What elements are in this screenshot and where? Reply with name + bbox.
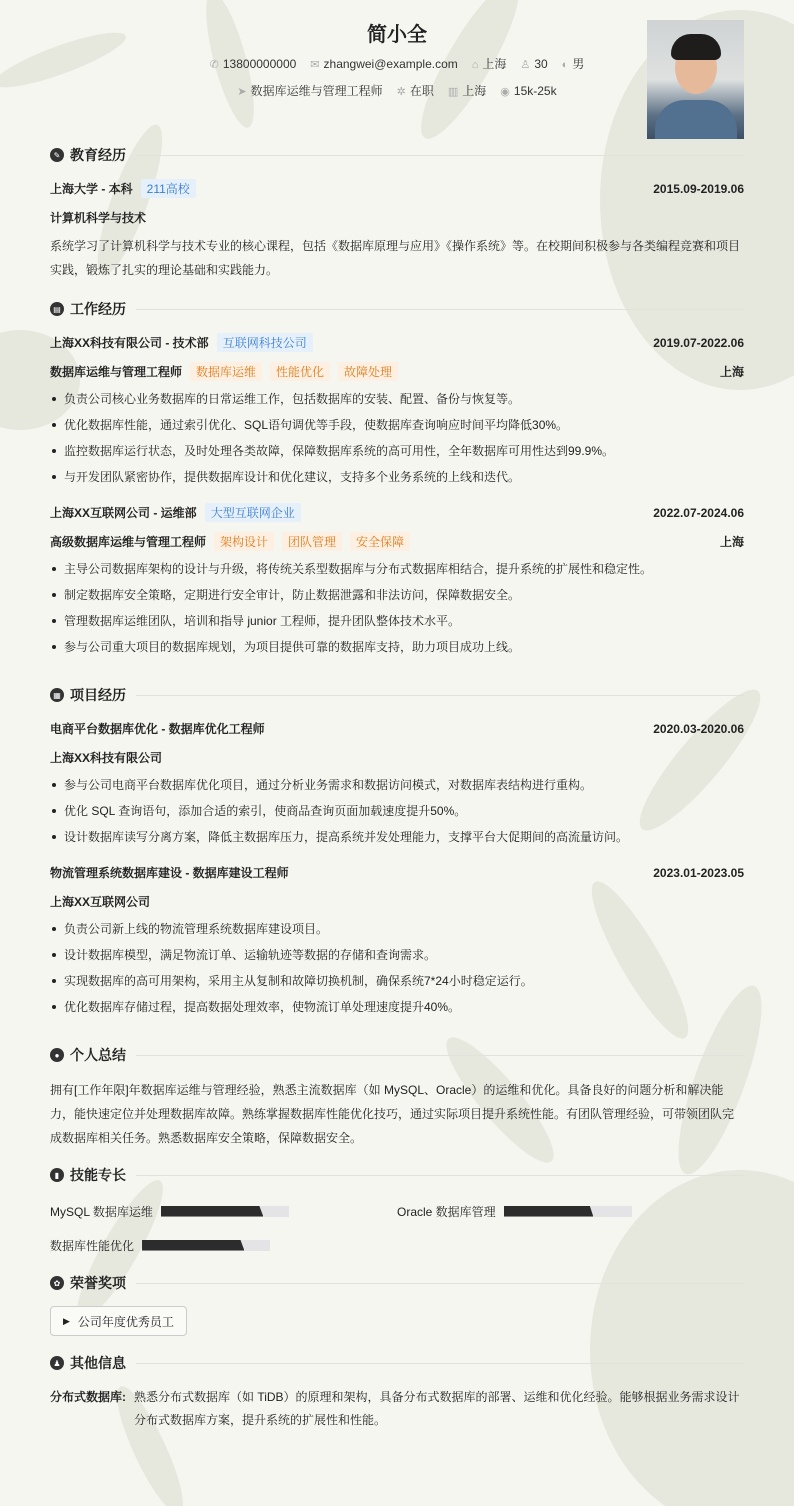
company: 上海XX互联网公司 - 运维部 bbox=[50, 506, 197, 520]
company-tag: 大型互联网企业 bbox=[205, 503, 301, 522]
skill-tag: 数据库运维 bbox=[190, 362, 262, 381]
phone: 13800000000 bbox=[222, 56, 297, 71]
skill-tag: 性能优化 bbox=[270, 362, 330, 381]
company-tag: 互联网科技公司 bbox=[217, 333, 313, 352]
project-entry bbox=[50, 714, 744, 850]
bullet-item: 参与公司重大项目的数据库规划，为项目提供可靠的数据库支持，助力项目成功上线。 bbox=[50, 634, 744, 660]
skill-name: MySQL 数据库运维 bbox=[50, 1204, 153, 1219]
home-icon: ⌂ bbox=[471, 59, 479, 71]
work-entry bbox=[50, 498, 744, 660]
bullet-item: 主导公司数据库架构的设计与升级，将传统关系型数据库与分布式数据库相结合，提升系统的扩展性和稳定性。 bbox=[50, 556, 744, 582]
job-row bbox=[50, 77, 744, 104]
bullet-item: 制定数据库安全策略，定期进行安全审计，防止数据泄露和非法访问，保障数据安全。 bbox=[50, 582, 744, 608]
bullet-item: 设计数据库读写分离方案，降低主数据库压力，提高系统并发处理能力，支撑平台大促期间的高流量访问。 bbox=[50, 824, 744, 850]
skill-item bbox=[50, 1228, 397, 1262]
work-date: 2022.07-2024.06 bbox=[653, 505, 744, 520]
user-icon: ● bbox=[50, 1048, 64, 1062]
graduation-cap-icon: ✎ bbox=[50, 148, 64, 162]
skill-name: Oracle 数据库管理 bbox=[397, 1204, 496, 1219]
target-city: 上海 bbox=[462, 84, 487, 98]
gear-icon: ✲ bbox=[396, 86, 406, 98]
section-title: 教育经历 bbox=[70, 147, 126, 163]
bullet-item: 优化数据库存储过程，提高数据处理效率，使物流订单处理速度提升40%。 bbox=[50, 994, 744, 1020]
chart-icon: ▮ bbox=[50, 1168, 64, 1182]
section-other bbox=[50, 1350, 744, 1376]
project-date: 2020.03-2020.06 bbox=[653, 721, 744, 736]
skill-tag: 架构设计 bbox=[214, 532, 274, 551]
mail-icon: ✉ bbox=[310, 58, 320, 71]
work-city: 上海 bbox=[719, 535, 744, 549]
bullet-item: 优化数据库性能，通过索引优化、SQL语句调优等手段，使数据库查询响应时间平均降低30%。 bbox=[50, 412, 744, 438]
age: 30 bbox=[534, 56, 548, 71]
work-date: 2019.07-2022.06 bbox=[653, 335, 744, 350]
section-title: 荣誉奖项 bbox=[70, 1275, 126, 1291]
skill-bar bbox=[142, 1240, 270, 1251]
company: 上海XX科技有限公司 - 技术部 bbox=[50, 336, 209, 350]
skill-item bbox=[50, 1194, 397, 1228]
section-title: 个人总结 bbox=[70, 1047, 126, 1063]
project-entry bbox=[50, 858, 744, 1020]
building-icon: ▥ bbox=[447, 86, 459, 98]
bullet-item: 负责公司核心业务数据库的日常运维工作，包括数据库的安装、配置、备份与恢复等。 bbox=[50, 386, 744, 412]
project-title: 电商平台数据库优化 - 数据库优化工程师 bbox=[50, 722, 265, 736]
candidate-name: 简小全 bbox=[367, 24, 427, 46]
skill-bar bbox=[504, 1206, 632, 1217]
gender-icon: ◐ bbox=[561, 59, 569, 71]
location: 上海 bbox=[482, 57, 507, 71]
section-title: 工作经历 bbox=[70, 301, 126, 317]
other-text: 熟悉分布式数据库（如 TiDB）的原理和架构，具备分布式数据库的部署、运维和优化经验。能够根据业务需求设计分布式数据库方案，提升系统的扩展性和性能。 bbox=[134, 1390, 740, 1427]
phone-icon: ✆ bbox=[209, 58, 219, 71]
briefcase-icon: ▤ bbox=[50, 302, 64, 316]
bullet-item: 参与公司电商平台数据库优化项目，通过分析业务需求和数据访问模式，对数据库表结构进行重构。 bbox=[50, 772, 744, 798]
skill-name: 数据库性能优化 bbox=[50, 1238, 135, 1253]
award-label: 公司年度优秀员工 bbox=[77, 1314, 174, 1329]
target-job: 数据库运维与管理工程师 bbox=[250, 84, 383, 98]
skill-bar-fill bbox=[161, 1206, 263, 1217]
school-tag: 211高校 bbox=[141, 179, 196, 198]
bullet-item: 管理数据库运维团队，培训和指导 junior 工程师，提升团队整体技术水平。 bbox=[50, 608, 744, 634]
send-icon: ➤ bbox=[237, 86, 247, 98]
bullet-item: 负责公司新上线的物流管理系统数据库建设项目。 bbox=[50, 916, 744, 942]
section-projects bbox=[50, 682, 744, 708]
summary-text: 拥有[工作年限]年数据库运维与管理经验，熟悉主流数据库（如 MySQL、Oracle）的运维和优化。具备良好的问题分析和解决能力，能快速定位并处理数据库故障。熟练掌握数据库性能优化技巧，通过实际项目提升系统性能。有团队管理经验，可带领团队完成数据库相关任务。熟悉数据库安全策略，保障数据安全。 bbox=[50, 1083, 735, 1145]
work-entry bbox=[50, 328, 744, 490]
award-icon: ✿ bbox=[50, 1276, 64, 1290]
bullet-item: 优化 SQL 查询语句，添加合适的索引，使商品查询页面加载速度提升50%。 bbox=[50, 798, 744, 824]
salary-icon: ◉ bbox=[500, 85, 510, 98]
skill-tag: 故障处理 bbox=[338, 362, 398, 381]
section-awards bbox=[50, 1270, 744, 1296]
role: 数据库运维与管理工程师 bbox=[50, 365, 183, 379]
skill-bar-fill bbox=[504, 1206, 594, 1217]
other-label: 分布式数据库: bbox=[50, 1390, 126, 1404]
skill-tag: 安全保障 bbox=[350, 532, 410, 551]
avatar bbox=[647, 20, 744, 139]
email: zhangwei@example.com bbox=[323, 56, 458, 71]
section-title: 技能专长 bbox=[70, 1167, 126, 1183]
section-title: 项目经历 bbox=[70, 687, 126, 703]
triangle-icon: ▶ bbox=[63, 1315, 70, 1326]
age-icon: ♙ bbox=[520, 58, 531, 71]
school: 上海大学 - 本科 bbox=[50, 182, 133, 196]
project-title: 物流管理系统数据库建设 - 数据库建设工程师 bbox=[50, 866, 289, 880]
project-date: 2023.01-2023.05 bbox=[653, 865, 744, 880]
bullet-item: 监控数据库运行状态，及时处理各类故障，保障数据库系统的高可用性，全年数据库可用性达到99.9%。 bbox=[50, 438, 744, 464]
section-skills bbox=[50, 1162, 744, 1188]
skill-item bbox=[397, 1194, 744, 1228]
section-work bbox=[50, 296, 744, 322]
info-icon: ♟ bbox=[50, 1356, 64, 1370]
gender: 男 bbox=[572, 57, 585, 71]
edu-date: 2015.09-2019.06 bbox=[653, 181, 744, 196]
edu-desc: 系统学习了计算机科学与技术专业的核心课程，包括《数据库原理与应用》《操作系统》等。在校期间积极参与各类编程竞赛和项目实践，锻炼了扎实的理论基础和实践能力。 bbox=[50, 239, 741, 277]
contact-row bbox=[50, 50, 744, 77]
skill-tag: 团队管理 bbox=[282, 532, 342, 551]
salary: 15k-25k bbox=[513, 83, 557, 98]
section-title: 其他信息 bbox=[70, 1355, 126, 1371]
role: 高级数据库运维与管理工程师 bbox=[50, 535, 207, 549]
job-status: 在职 bbox=[409, 84, 434, 98]
bullet-item: 设计数据库模型，满足物流订单、运输轨迹等数据的存储和查询需求。 bbox=[50, 942, 744, 968]
major: 计算机科学与技术 bbox=[50, 211, 147, 225]
project-company: 上海XX互联网公司 bbox=[50, 895, 151, 909]
project-company: 上海XX科技有限公司 bbox=[50, 751, 163, 765]
bullet-item: 与开发团队紧密协作，提供数据库设计和优化建议，支持多个业务系统的上线和迭代。 bbox=[50, 464, 744, 490]
grid-icon: ▦ bbox=[50, 688, 64, 702]
section-education bbox=[50, 142, 744, 168]
work-city: 上海 bbox=[719, 365, 744, 379]
skill-bar-fill bbox=[142, 1240, 244, 1251]
award-item bbox=[50, 1306, 187, 1336]
skill-bar bbox=[161, 1206, 289, 1217]
bullet-item: 实现数据库的高可用架构，采用主从复制和故障切换机制，确保系统7*24小时稳定运行。 bbox=[50, 968, 744, 994]
section-summary bbox=[50, 1042, 744, 1068]
